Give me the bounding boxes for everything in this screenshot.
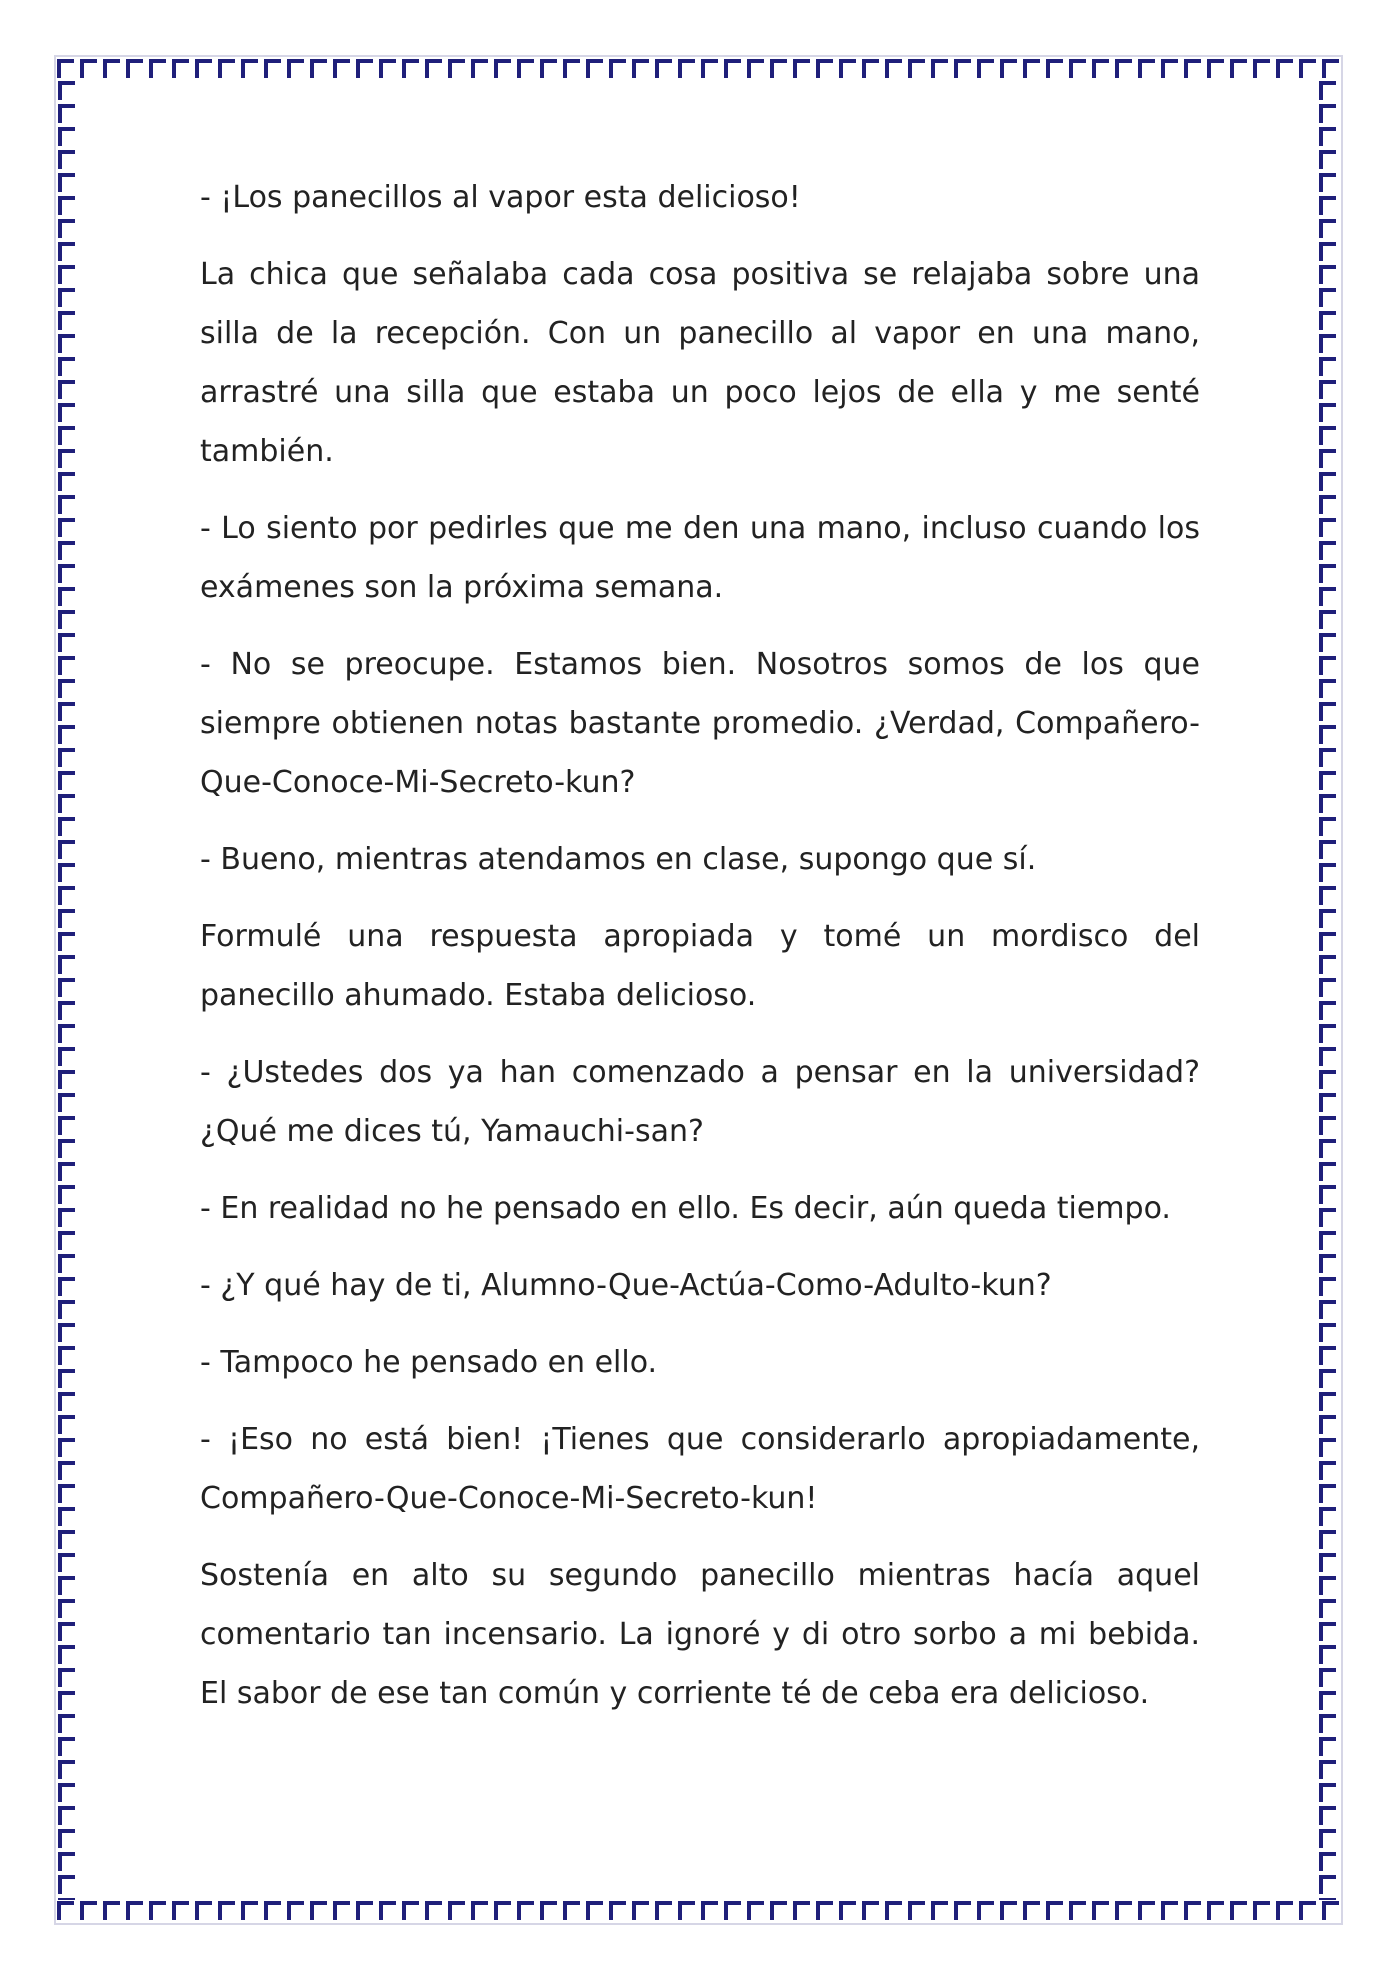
- paragraph: - ¿Ustedes dos ya han comenzado a pensar en la universidad? ¿Qué me dices tú, Yamauchi-san?: [200, 1055, 1200, 1149]
- paragraph: - Bueno, mientras atendamos en clase, supongo que sí.: [200, 842, 1037, 877]
- paragraph: Formulé una respuesta apropiada y tomé un mordisco del panecillo ahumado. Estaba delicioso.: [200, 919, 1200, 1013]
- border-right: [1318, 80, 1340, 1900]
- paragraph: Sostenía en alto su segundo panecillo mientras hacía aquel comentario tan incensario. La ignoré y di otro sorbo a mi bebida. El sabor de ese tan común y corriente té de ceba era delicioso.: [200, 1558, 1200, 1711]
- paragraph: - En realidad no he pensado en ello. Es decir, aún queda tiempo.: [200, 1191, 1171, 1226]
- border-top: [57, 58, 1340, 80]
- paragraph: - ¿Y qué hay de ti, Alumno-Que-Actúa-Como-Adulto-kun?: [200, 1268, 1052, 1303]
- paragraph: - ¡Eso no está bien! ¡Tienes que considerarlo apropiadamente, Compañero-Que-Conoce-Mi-Secreto-kun!: [200, 1422, 1200, 1516]
- page-body: [200, 168, 1200, 1741]
- paragraph: - Lo siento por pedirles que me den una mano, incluso cuando los exámenes son la próxima semana.: [200, 511, 1200, 605]
- paragraph: - No se preocupe. Estamos bien. Nosotros somos de los que siempre obtienen notas bastante promedio. ¿Verdad, Compañero-Que-Conoce-Mi-Secreto-kun?: [200, 647, 1200, 800]
- paragraph: La chica que señalaba cada cosa positiva se relajaba sobre una silla de la recepción. Con un panecillo al vapor en una mano, arrastré una silla que estaba un poco lejos de ella y me senté también.: [200, 257, 1200, 469]
- border-left: [57, 80, 79, 1900]
- border-bottom: [57, 1900, 1340, 1922]
- paragraph: - Tampoco he pensado en ello.: [200, 1345, 658, 1380]
- paragraph: - ¡Los panecillos al vapor esta delicioso!: [200, 180, 801, 215]
